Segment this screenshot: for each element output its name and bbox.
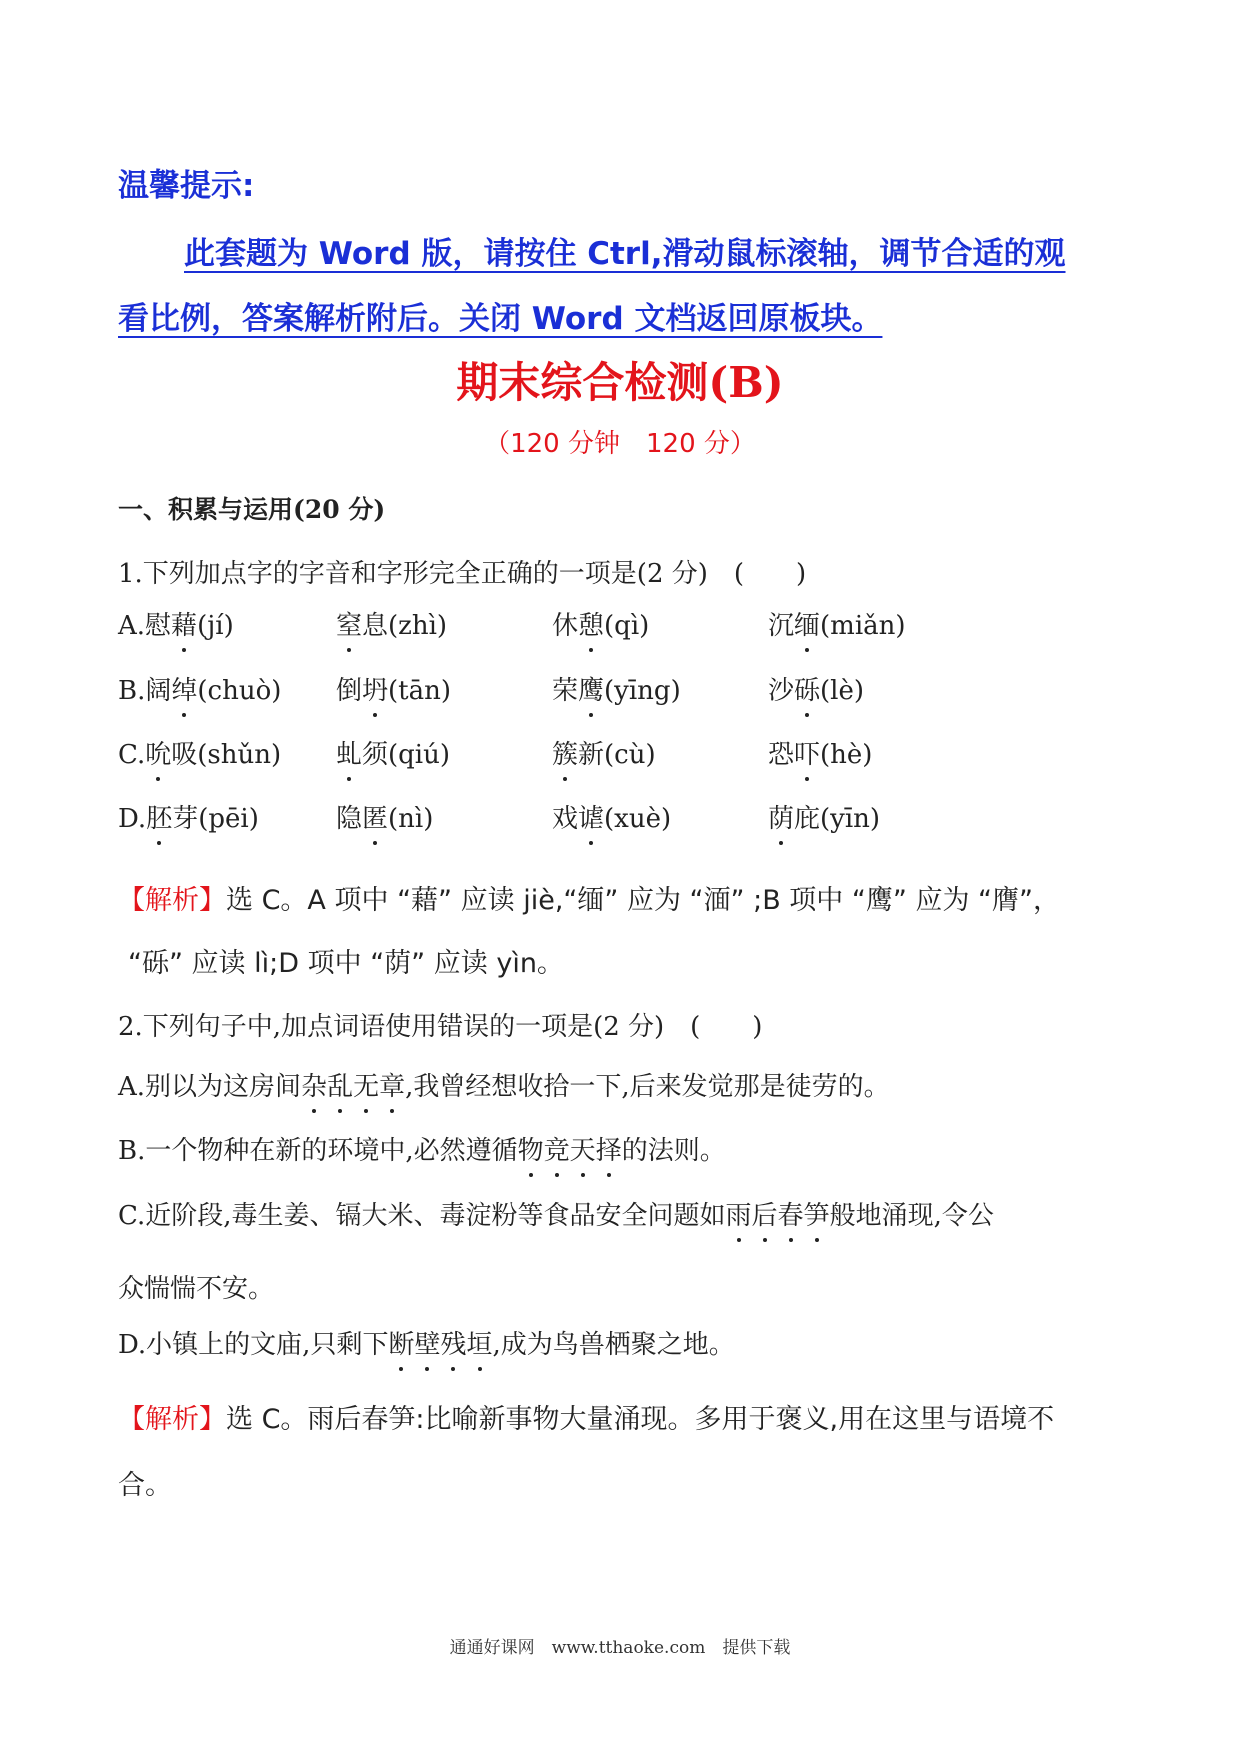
question-1-option-item	[552, 605, 649, 642]
option-text: B.一个物种在新的环境中,必然遵循	[118, 1136, 518, 1166]
option-text: 休	[552, 611, 579, 641]
emphasized-character: 壁	[414, 1324, 440, 1361]
emphasized-character: 章	[379, 1066, 405, 1103]
option-text: 须(qiú)	[362, 740, 451, 770]
option-text: ,成为鸟兽栖聚之地。	[492, 1330, 735, 1360]
emphasized-character: 竞	[544, 1130, 570, 1167]
option-text: 沙	[768, 676, 795, 706]
emphasized-character: 憩	[578, 605, 604, 642]
emphasized-character: 坍	[362, 670, 388, 707]
emphasized-character: 砾	[794, 670, 820, 707]
option-text: (chuò)	[197, 676, 282, 706]
emphasized-character: 胚	[146, 798, 172, 835]
question-1-option-item	[552, 734, 656, 771]
option-text: (tān)	[388, 676, 452, 706]
emphasized-character: 缅	[794, 605, 820, 642]
question-1-analysis-line-2: “砾” 应读 lì;D 项中 “荫” 应读 yìn。	[128, 948, 564, 979]
option-text: 般地涌现,令公	[829, 1201, 994, 1231]
question-1-option-item	[336, 670, 451, 707]
question-2-option-a	[118, 1066, 890, 1103]
question-1-option-item	[118, 605, 234, 642]
emphasized-character: 后	[752, 1195, 778, 1232]
page-subtitle: （120 分钟 120 分）	[484, 429, 756, 459]
emphasized-character: 鹰	[578, 670, 604, 707]
emphasized-character: 春	[778, 1195, 804, 1232]
option-text: ,我曾经想收拾一下,后来发觉那是徒劳的。	[405, 1072, 890, 1102]
option-text: 沉	[768, 611, 795, 641]
option-text: (xuè)	[604, 804, 672, 834]
question-1-option-item	[768, 798, 880, 835]
question-1-option-item	[768, 734, 872, 771]
emphasized-character: 断	[388, 1324, 414, 1361]
option-text: (jí)	[197, 611, 234, 641]
option-text: (lè)	[820, 676, 865, 706]
option-text: 新(cù)	[578, 740, 656, 770]
emphasized-character: 簇	[552, 734, 578, 771]
page-title: 期末综合检测(B)	[456, 358, 784, 407]
tip-line-1: 此套题为 Word 版，请按住 Ctrl,滑动鼠标滚轴，调节合适的观	[184, 236, 1066, 272]
emphasized-character: 无	[353, 1066, 379, 1103]
question-1-option-item	[768, 605, 906, 642]
question-2-stem: 2.下列句子中,加点词语使用错误的一项是(2 分) ( )	[118, 1012, 763, 1042]
question-1-option-item	[336, 798, 433, 835]
analysis-text: 选 C。A 项中 “藉” 应读 jiè,“缅” 应为 “湎” ;B 项中 “鹰” 应为 “膺”，	[226, 885, 1061, 916]
option-text: (nì)	[388, 804, 434, 834]
option-text: D.小镇上的文庙,只剩下	[118, 1330, 389, 1360]
option-text: A.别以为这房间	[118, 1072, 302, 1102]
question-1-option-item	[768, 670, 864, 707]
emphasized-character: 残	[440, 1324, 466, 1361]
emphasized-character: 荫	[768, 798, 794, 835]
question-2-analysis-line-2: 合。	[118, 1470, 172, 1501]
question-1-option-item	[118, 734, 281, 771]
option-text: 芽(pēi)	[172, 804, 259, 834]
question-2-option-d	[118, 1324, 735, 1361]
emphasized-character: 杂	[301, 1066, 327, 1103]
option-text: C.近阶段,毒生姜、镉大米、毒淀粉等食品安全问题如	[118, 1201, 726, 1231]
option-text: B.阔	[118, 676, 172, 706]
emphasized-character: 乱	[327, 1066, 353, 1103]
emphasized-character: 吮	[145, 734, 171, 771]
analysis-tag: 【解析】	[118, 885, 226, 916]
option-text: D.	[118, 804, 147, 834]
emphasized-character: 择	[596, 1130, 622, 1167]
emphasized-character: 天	[570, 1130, 596, 1167]
question-1-stem: 1.下列加点字的字音和字形完全正确的一项是(2 分) ( )	[118, 559, 807, 589]
option-text: 荣	[552, 676, 579, 706]
analysis-text: 选 C。雨后春笋:比喻新事物大量涌现。多用于褒义,用在这里与语境不	[226, 1404, 1055, 1435]
emphasized-character: 物	[518, 1130, 544, 1167]
question-2-option-c-line-2: 众惴惴不安。	[118, 1274, 275, 1304]
question-1-option-item	[118, 798, 259, 835]
option-text: (hè)	[820, 740, 873, 770]
emphasized-character: 垣	[467, 1324, 493, 1361]
option-text: (yīng)	[604, 676, 681, 706]
question-1-option-item	[336, 734, 450, 771]
question-1-option-item	[552, 798, 671, 835]
option-text: (qì)	[604, 611, 650, 641]
option-text: 倒	[336, 676, 363, 706]
emphasized-character: 窒	[336, 605, 362, 642]
emphasized-character: 雨	[726, 1195, 752, 1232]
question-2-analysis-line-1	[118, 1397, 1054, 1436]
option-text: 恐	[768, 740, 795, 770]
emphasized-character: 笋	[804, 1195, 830, 1232]
question-2-option-b	[118, 1130, 726, 1167]
tip-title: 温馨提示:	[118, 168, 255, 204]
question-1-analysis-line-1	[118, 878, 1060, 917]
option-text: (miǎn)	[820, 611, 906, 641]
emphasized-character: 虬	[336, 734, 362, 771]
emphasized-character: 绰	[171, 670, 197, 707]
footer-source: 通通好课网 www.tthaoke.com 提供下载	[449, 1638, 791, 1658]
section-heading: 一、积累与运用(20 分)	[118, 495, 386, 524]
emphasized-character: 匿	[362, 798, 388, 835]
option-text: 庇(yīn)	[794, 804, 881, 834]
option-text: A.慰	[118, 611, 172, 641]
question-1-option-item	[118, 670, 281, 707]
question-2-option-c-line-1	[118, 1195, 994, 1232]
tip-line-2: 看比例，答案解析附后。关闭 Word 文档返回原板块。	[118, 301, 883, 337]
question-1-option-item	[552, 670, 681, 707]
option-text: C.	[118, 740, 146, 770]
emphasized-character: 吓	[794, 734, 820, 771]
option-text: 息(zhì)	[362, 611, 448, 641]
option-text: 隐	[336, 804, 363, 834]
option-text: 戏	[552, 804, 579, 834]
option-text: 的法则。	[621, 1136, 726, 1166]
question-1-option-item	[336, 605, 447, 642]
emphasized-character: 谑	[578, 798, 604, 835]
emphasized-character: 藉	[171, 605, 197, 642]
analysis-tag: 【解析】	[118, 1404, 226, 1435]
option-text: 吸(shǔn)	[171, 740, 282, 770]
